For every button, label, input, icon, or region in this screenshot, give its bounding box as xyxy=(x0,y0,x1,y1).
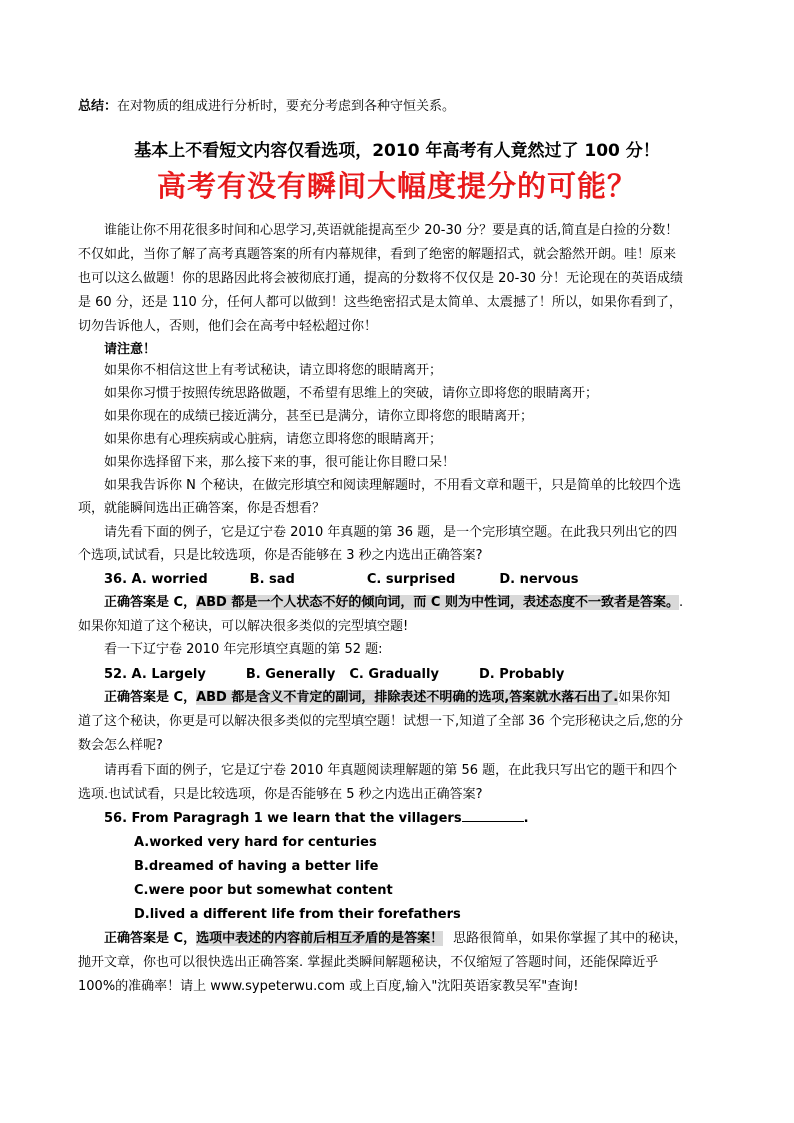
answer-56-line: 抛开文章，你也可以很快选出正确答案. 掌握此类瞬间解题秘诀，不仅缩短了答题时间，还能保障近乎 xyxy=(78,955,659,970)
question-56-option: D.lived a different life from their forefathers xyxy=(134,907,461,922)
answer-lead: 正确答案是 C， xyxy=(104,690,197,705)
summary-label: 总结： xyxy=(78,99,118,114)
option-c: C. surprised xyxy=(366,572,456,587)
answer-tail: 思路很简单，如果你掌握了其中的秘诀， xyxy=(453,931,688,946)
answer-tail: 如果你知 xyxy=(618,690,671,705)
page-title: 高考有没有瞬间大幅度提分的可能？ xyxy=(156,169,637,203)
option-d: D. nervous xyxy=(499,572,579,587)
example2-line: 看一下辽宁卷 2010 年完形填空真题的第 52 题: xyxy=(104,642,383,657)
stem-end: . xyxy=(523,811,529,826)
example1-line: 请先看下面的例子，它是辽宁卷 2010 年真题的第 36 题，是一个完形填空题。在此我只列出它的四 xyxy=(104,525,678,540)
option-a: 36. A. worried xyxy=(104,572,208,587)
answer-highlight: ABD 都是含义不肯定的副词，排除表述不明确的选项,答案就水落石出了. xyxy=(196,690,619,705)
tell-line: 如果我告诉你 N 个秘诀，在做完形填空和阅读理解题时，不用看文章和题干，只是简单的比较四个选 xyxy=(104,478,681,493)
answer-blank xyxy=(462,809,524,822)
notice-line: 如果你选择留下来，那么接下来的事，很可能让你目瞪口呆！ xyxy=(104,455,456,470)
notice-label: 请注意！ xyxy=(104,342,157,357)
intro-line: 谁能让你不用花很多时间和心思学习,英语就能提高至少 20-30 分？要是真的话,简直是白捡的分数！ xyxy=(104,223,679,238)
option-c: C. Gradually xyxy=(349,667,439,682)
answer-36-line2: 如果你知道了这个秘诀，可以解决很多类似的完型填空题! xyxy=(78,619,409,634)
question-52-options xyxy=(104,665,564,685)
intro-line: 不仅如此，当你了解了高考真题答案的所有内幕规律，看到了绝密的解题招式，就会豁然开朗。哇！原来 xyxy=(78,247,677,262)
intro-line: 切勿告诉他人，否则，他们会在高考中轻松超过你！ xyxy=(78,319,378,334)
example1-line: 个选项,试试看，只是比较选项，你是否能够在 3 秒之内选出正确答案? xyxy=(78,548,483,563)
question-56-option: B.dreamed of having a better life xyxy=(134,859,379,874)
question-36-options xyxy=(104,570,578,590)
option-d: D. Probably xyxy=(478,667,565,682)
question-56-stem xyxy=(104,809,529,829)
question-56-option: C.were poor but somewhat content xyxy=(134,883,393,898)
example3-line: 请再看下面的例子，它是辽宁卷 2010 年真题阅读理解题的第 56 题，在此我只写出它的题干和四个 xyxy=(104,763,678,778)
answer-56-line: 100%的准确率！请上 www.sypeterwu.com 或上百度,输入"沈阳英语家教吴军"查询! xyxy=(78,979,579,994)
answer-52-line: 数会怎么样呢? xyxy=(78,738,163,753)
answer-highlight: ABD 都是一个人状态不好的倾向词，而 C 则为中性词，表述态度不一致者是答案。 xyxy=(196,595,679,610)
answer-52-line: 道了这个秘诀，你更是可以解决很多类似的完型填空题！试想一下,知道了全部 36 个完形秘诀之后,您的分 xyxy=(78,714,684,729)
tell-line: 项，就能瞬间选出正确答案，你是否想看？ xyxy=(78,501,326,516)
notice-line: 如果你习惯于按照传统思路做题，不希望有思维上的突破，请你立即将您的眼睛离开； xyxy=(104,386,599,401)
answer-lead: 正确答案是 C， xyxy=(104,595,197,610)
option-b: B. sad xyxy=(249,572,295,587)
example3-line: 选项.也试试看，只是比较选项，你是否能够在 5 秒之内选出正确答案? xyxy=(78,787,483,802)
summary-text: 在对物质的组成进行分析时，要充分考虑到各种守恒关系。 xyxy=(117,99,456,114)
stem-text: 56. From Paragragh 1 we learn that the villagers xyxy=(104,811,462,826)
question-56-option: A.worked very hard for centuries xyxy=(134,835,377,850)
headline: 基本上不看短文内容仅看选项，2010 年高考有人竟然过了 100 分！ xyxy=(134,141,660,161)
answer-lead: 正确答案是 C， xyxy=(104,931,197,946)
intro-line: 也可以这么做题！你的思路因此将会被彻底打通，提高的分数将不仅仅是 20-30 分！无论现在的英语成绩 xyxy=(78,271,684,286)
intro-line: 是 60 分，还是 110 分，任何人都可以做到！这些绝密招式是太简单、太震撼了！所以，如果你看到了， xyxy=(78,295,682,310)
notice-line: 如果你患有心理疾病或心脏病，请您立即将您的眼睛离开； xyxy=(104,432,443,447)
answer-56-line xyxy=(104,929,687,949)
notice-line: 如果你现在的成绩已接近满分，甚至已是满分，请你立即将您的眼睛离开； xyxy=(104,409,534,424)
answer-highlight: 选项中表述的内容前后相互矛盾的是答案！ xyxy=(196,931,444,946)
notice-line: 如果你不相信这世上有考试秘诀，请立即将您的眼睛离开； xyxy=(104,363,443,378)
answer-36-line xyxy=(104,593,683,613)
option-a: 52. A. Largely xyxy=(104,667,206,682)
summary-line xyxy=(78,97,455,117)
answer-52-line xyxy=(104,688,670,708)
option-b: B. Generally xyxy=(245,667,336,682)
answer-tail: . xyxy=(678,595,684,610)
